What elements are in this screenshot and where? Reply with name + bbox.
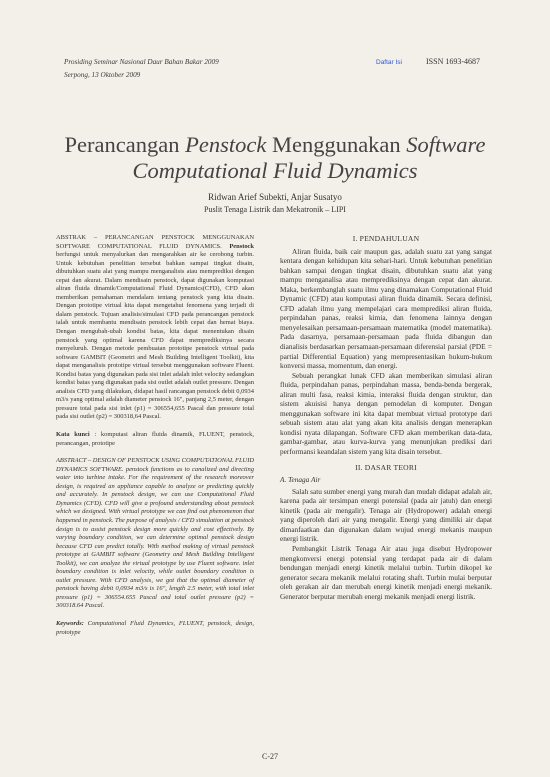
left-column — [56, 234, 254, 637]
title-line-2 — [60, 158, 490, 184]
title-text-4: Software — [406, 132, 486, 157]
subsection-title: A. Tenaga Air — [280, 475, 321, 485]
toc-link[interactable]: Daftar Isi — [376, 59, 403, 66]
abstract-en-head: ABSTRACT – DESIGN OF PENSTOCK USING COMPUTATIONAL FLUID DYNAMICS SOFTWARE. — [56, 457, 254, 473]
page-number: C-27 — [262, 752, 278, 761]
title-text-3: Menggunakan — [266, 132, 407, 157]
keywords-id-label: Kata kunci — [56, 431, 90, 439]
right-column — [280, 234, 492, 601]
proceedings-name: Prosiding Seminar Nasional Daur Bahan Bakar 2009 — [64, 58, 219, 66]
title-text-2: Penstock — [185, 132, 267, 157]
keywords-en-label: Keywords: — [56, 619, 84, 627]
abstract-id-head: ABSTRAK – PERANCANGAN PENSTOCK MENGGUNAKAN SOFTWARE COMPUTATIONAL FLUID DYNAMICS. — [56, 234, 254, 250]
section-2-title: II. DASAR TEORI — [355, 462, 417, 472]
authors: Ridwan Arief Subekti, Anjar Susatyo — [208, 192, 342, 202]
keywords-en — [56, 620, 254, 637]
abstract-en-body: penstock functions as to canalized and directing water into turbine intake. For the requirement of the research moreover design, is required an appliance capable to analyze or predicting quickly and accurately. In penstock design, we can use Computational Fluid Dynamics (CFD). CFD will give a profound understanding about penstock which we designed. With virtual prototype we can find out phenomenon that happened in penstock. The purpose of analysis / CFD simulation at penstock design is to assist penstock design more quickly and cost effectively. By varying boundary condition, we can determine optimal penstock design because CFD can predict totally. With method making of virtual penstock prototype at GAMBIT software (Geometry and Mesh Building Intelligent Toolkit), we can analyze the virtual prototype by use Fluent software. inlet boundary condition is inlet velocity, while outlet boundary condition is outlet pressure. With CFD analysis, we got that the optimal diameter of penstock having debit 0,0934 m3/s is 16", length 2.5 meter, with total inlet pressure (p1) = 306554.655 Pascal and total outlet pressure (p2) = 300318.64 Pascal. — [56, 465, 254, 610]
keywords-en-text: Computational Fluid Dynamics, FLUENT, penstock, design, prototype — [56, 619, 254, 636]
section-1-paragraph-2: Sebuah perangkat lunak CFD akan memberikan simulasi aliran fluida, perpindahan panas, perpindahan massa, benda-benda bergerak, aliran multi fasa, reaksi kimia, interaksi fluida dengan struktur, dan sistem akuisisi hanya dengan pemodelan di komputer. Dengan menggunakan software ini kita dapat membuat virtual prototype dari sebuah sistem atau alat yang akan kita analisis dengan menerapkan kondisi nyata dilapangan. Software CFD akan memberikan data-data, gambar-gambar, atau kurva-kurva yang menunjukan prediksi dari performansi keandalan sistem yang kita disain tersebut. — [280, 370, 492, 457]
section-1-paragraph-1: Aliran fluida, baik cair maupun gas, adalah suatu zat yang sangat kentara dengan kehidupan kita sehari-hari. Untuk kebutuhan penelitian bahkan sampai dengan tingkat disain, dibutuhkan suatu alat yang mampu menganalisa atau memprediksinya dengan cepat dan akurat. Maka, berkembanglah suatu ilmu yang dinamakan Computational Fluid Dynamic (CFD) atau komputasi aliran fluida dinamik. Secara definisi, CFD adalah ilmu yang mempelajari cara memprediksi aliran fluida, perpindahan panas, reaksi kimia, dan fenomena lainnya dengan menyelesaikan persamaan-persamaan matematika (model matematika). Pada dasarnya, persamaan-persamaan pada fluida dibangun dan dianalisis berdasarkan persamaan-persamaan diferensial parsial (PDE = partial Differential Equation) yang mempresentasikan hukum-hukum konversi massa, momentum, dan energi. — [280, 246, 492, 371]
title-line-1 — [60, 132, 490, 158]
section-2-paragraph-1: Salah satu sumber energi yang murah dan mudah didapat adalah air, karena pada air tersimpan energi potensial (pada air jatuh) dan energi kinetik (pada air mengalir). Tenaga air (Hydropower) adalah energi yang diperoleh dari air yang mengalir. Energi yang dimiliki air dapat dimanfaatkan dan digunakan dalam wujud energi mekanis maupun energi listrik. — [280, 486, 492, 544]
paper-title — [60, 132, 490, 184]
issn-number: ISSN 1693-4687 — [426, 57, 481, 66]
section-1-title: I. PENDAHULUAN — [352, 234, 420, 243]
keywords-id-text: : komputasi aliran fluida dinamik, FLUENT, penstock, perancangan, prototipe — [56, 431, 254, 447]
running-header — [64, 56, 219, 81]
section-2-paragraph-2: Pembangkit Listrik Tenaga Air atau juga disebut Hydropower mengkonversi energi potensial yang terdapat pada air di dalam bendungan menjadi energi kinetik melalui turbin. Turbin dikopel ke generator secara mekanik melalui rotating shaft. Turbin mulai berputar oleh gerakan air dan merubah energi kinetik menjadi energi mekanik. Generator berputar merubah energi mekanik menjadi energi listrik. — [280, 543, 492, 601]
abstract-id — [56, 234, 254, 422]
affiliation: Puslit Tenaga Listrik dan Mekatronik – LIPI — [204, 205, 346, 214]
place-date: Serpong, 13 Oktober 2009 — [64, 70, 141, 79]
abstract-id-lead: Penstock — [221, 242, 254, 250]
abstract-en — [56, 457, 254, 611]
abstract-id-body: berfungsi untuk menyalurkan dan mengarahkan air ke cerobong turbin. Untuk kebutuhan penelitian tersebut bahkan sampai tingkat disain, dibutuhkan suatu alat yang mampu menganalisis atau memprediksi dengan cepat dan akurat. Dalam mendisain penstock, dapat digunakan komputasi aliran fluida dinamik/Computational Fluid Dynamics(CFD), CFD akan memberikan pemahaman mendalam tentang penstock yang kita disain. Dengan prototipe virtual kita dapat mengetahui fenomena yang terjadi di dalam penstock. Tujuan analisis/simulasi CFD pada perancangan penstock ialah untuk membantu mendisain penstock lebih cepat dan hemat biaya. Dengan mengubah-ubah kondisi batas, kita dapat menentukan disain penstock yang optimal karena CFD dapat memprediksinya secara menyeluruh. Dengan metode pembuatan prototipe penstock virtual pada software GAMBIT (Geometri and Mesh Building Intelligent Toolkit), kita dapat menganalisis prototipe virtual tersebut menggunakan software Fluent. Kondisi batas yang digunakan pada sisi inlet adalah inlet velocity sedangkan kondisi batas yang digunakan pada sisi outlet adalah outlet pressure. Dengan analisis CFD yang dilakukan, didapat hasil rancangan penstock debit 0,0934 m3/s yang optimal adalah diameter penstock 16", panjang 2,5 meter, dengan pressure total pada sisi inlet (p1) = 306554,655 Pascal dan pressure total pada sisi outlet (p2) = 300318,64 Pascal. — [56, 251, 254, 421]
keywords-id — [56, 431, 254, 448]
title-text-1: Perancangan — [64, 132, 186, 157]
title-text-5: Computational Fluid Dynamics — [132, 158, 418, 183]
